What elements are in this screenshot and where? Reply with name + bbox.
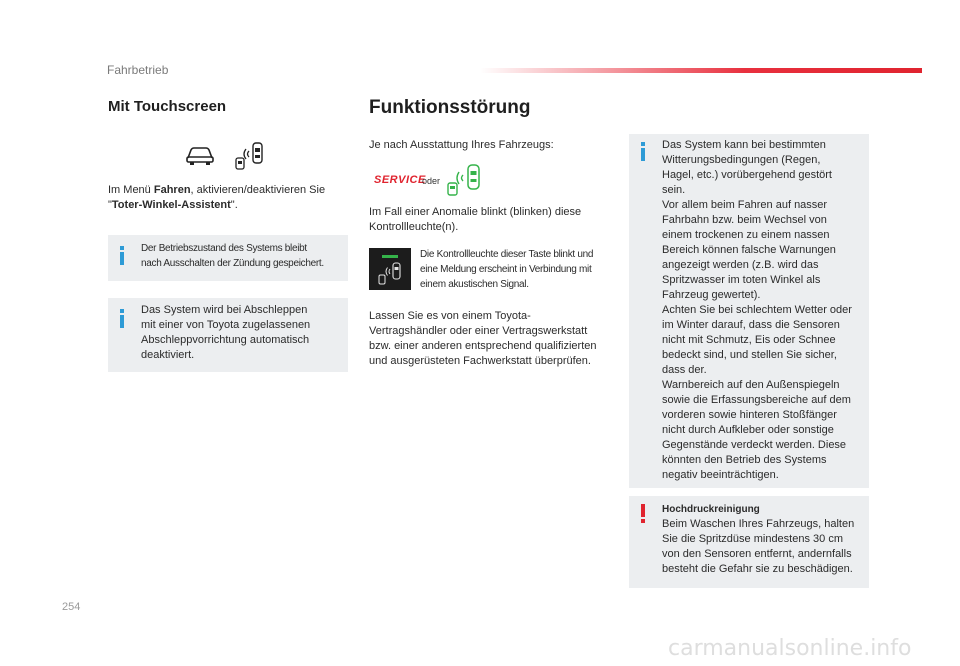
- info-icon: [120, 309, 124, 328]
- service-warning-label: SERVICE: [374, 174, 426, 186]
- info-box-weather: Das System kann bei bestimmten Witterungsbedingungen (Regen, Hagel, etc.) vorübergehend gestört sein. Vor allem beim Fahren auf nasser Fahrbahn bzw. beim Wechsel von einem trockenen zu einem nassen Bereich können falsche Warnungen angezeigt werden (z.B. wird das Spritzwasser im toten Winkel als Fahrzeug gewertet). Achten Sie bei schlechtem Wetter oder im Winter darauf, dass die Sensoren nicht mit Schmutz, Eis oder Schnee bedeckt sind, und stellen Sie sicher, dass der. Warnbereich auf den Außenspiegeln sowie die Erfassungsbereiche auf dem vorderen sowie hinteren Stoßfänger nicht durch Aufkleber oder sonstige Gegenstände verdeckt werden. Diese könnten den Betrieb des Systems negativ beeinträchtigen.: [629, 134, 869, 488]
- car-outline-icon: [185, 143, 215, 167]
- oder-label: oder: [422, 176, 441, 186]
- warning-exclamation-icon: [641, 504, 645, 523]
- touchscreen-heading: Mit Touchscreen: [108, 98, 227, 115]
- button-indicator-led: [382, 255, 398, 258]
- menu-instruction: Im Menü Fahren, aktivieren/deaktivieren Sie "Toter-Winkel-Assistent".: [108, 184, 326, 211]
- warning-box-pressure-washing: Hochdruckreinigung Beim Waschen Ihres Fahrzeugs, halten Sie die Spritzdüse mindestens 30 cm von den Sensoren entfernt, andernfalls besteht die Gefahr sie zu beschädigen.: [629, 496, 869, 588]
- button-explanation: Die Kontrollleuchte dieser Taste blinkt und eine Meldung erscheint in Verbindung mit einem akustischen Signal.: [420, 249, 594, 290]
- dealer-text: Lassen Sie es von einem Toyota- Vertragshändler oder einer Vertragswerkstatt bzw. einer anderen entsprechend qualifizierten und ausgerüsteten Fachwerkstatt überprüfen.: [369, 310, 597, 367]
- blind-spot-sensor-icon: [234, 141, 266, 171]
- watermark: carmanualsonline.info: [668, 636, 912, 661]
- info-icon: [120, 246, 124, 265]
- header-divider: [480, 68, 922, 73]
- section-title: Fahrbetrieb: [107, 63, 169, 77]
- anomaly-text: Im Fall einer Anomalie blinkt (blinken) diese Kontrollleuchte(n).: [369, 206, 582, 233]
- info-icon: [641, 142, 645, 161]
- info-box-towing: Das System wird bei Abschleppen mit einer von Toyota zugelassenen Abschleppvorrichtung automatisch deaktiviert.: [108, 298, 348, 372]
- malfunction-heading: Funktionsstörung: [369, 97, 531, 118]
- function-name: Toter-Winkel-Assistent: [111, 199, 231, 211]
- menu-name: Fahren: [153, 184, 191, 196]
- equipment-intro: Je nach Ausstattung Ihres Fahrzeugs:: [369, 139, 554, 151]
- blind-spot-button-icon: [377, 261, 403, 287]
- blind-spot-button[interactable]: [369, 248, 411, 290]
- blind-spot-warning-icon: [445, 163, 483, 197]
- page-number: 254: [62, 601, 81, 613]
- warning-title: Hochdruckreinigung: [662, 504, 760, 515]
- info-box-memory: Der Betriebszustand des Systems bleibt nach Ausschalten der Zündung gespeichert.: [108, 235, 348, 281]
